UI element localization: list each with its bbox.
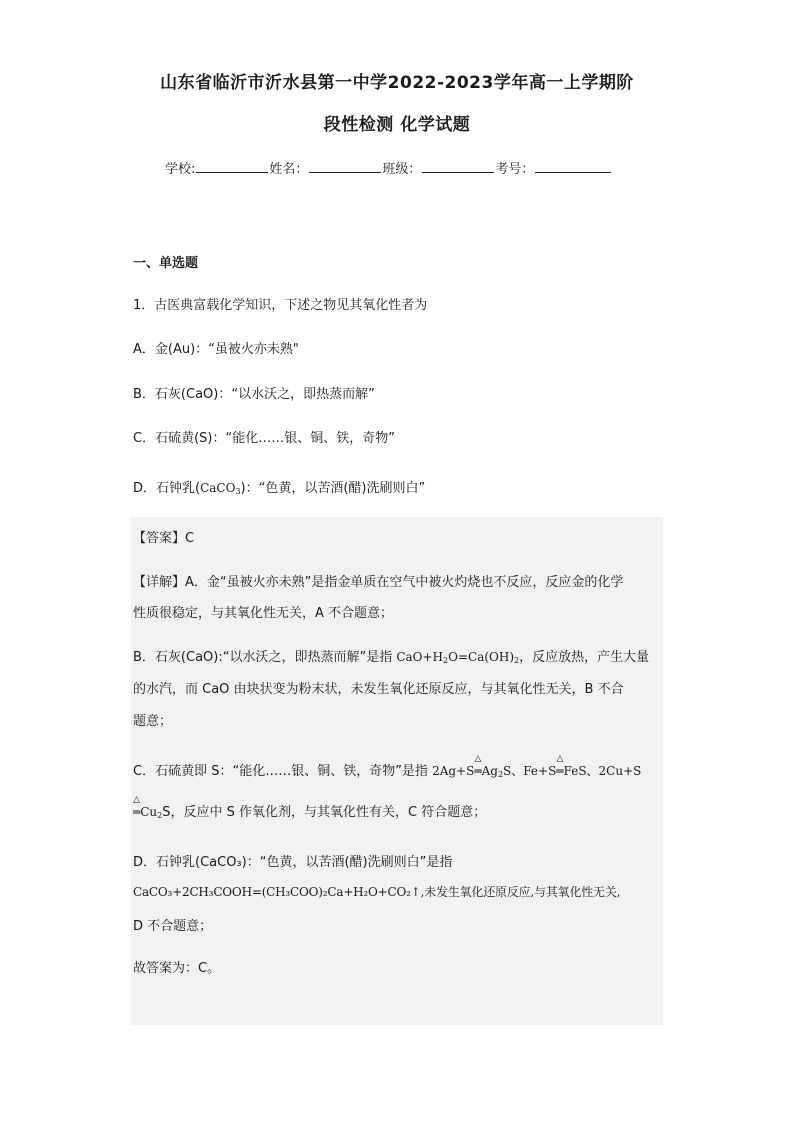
detail-a-line-2: 性质很稳定，与其氧化性无关，A 不合题意； (133, 606, 394, 621)
detail-b-line-3: 题意； (133, 714, 173, 729)
detail-c-line-2: △ $═Cu_2S$，反应中 S 作氧化剂，与其氧化性有关，C 符合题意； (133, 795, 487, 820)
conclusion: 故答案为：C。 (133, 961, 221, 976)
detail-a-line-1: 【详解】A．金“虽被火亦未熟”是指金单质在空气中被火灼烧也不反应，反应金的化学 (133, 575, 624, 590)
student-info-line (165, 158, 612, 177)
detail-c-line-1: C．石硫黄即 S：“能化……银、铜、铁，奇物”是指 2Ag+S △ $═Ag_2S$、Fe+S △ ═FeS、2Cu+S (133, 754, 642, 779)
heating-equals-sign: △ ═ (133, 795, 141, 819)
option-d: D．石钟乳(CaCO$_3$)：“色黄，以苦酒(醋)洗刷则白” (133, 481, 426, 496)
caco3-formula: CaCO$_3$ (200, 481, 241, 496)
question-stem: 1．古医典富载化学知识，下述之物见其氧化性者为 (133, 298, 428, 313)
section-heading: 一、单选题 (133, 256, 199, 271)
detail-b-line-2: 的水汽，而 CaO 由块状变为粉末状，未发生氧化还原反应，与其氧化性无关，B 不合 (133, 682, 624, 697)
option-b: B．石灰(CaO)：“以水沃之，即热蒸而解” (133, 387, 375, 402)
answer-label: 【答案】C (133, 531, 195, 546)
name-field[interactable] (309, 160, 381, 173)
school-field[interactable] (196, 160, 268, 173)
heating-equals-sign: △ ═ (556, 754, 564, 778)
school-label: 学校: (165, 162, 196, 177)
detail-d-line-2: CaCO₃+2CH₃COOH=(CH₃COO)₂Ca+H₂O+CO₂↑,未发生氧化还原反应,与其氧化性无关, (133, 885, 621, 899)
detail-d-line-1: D．石钟乳(CaCO₃)：“色黄，以苦酒(醋)洗刷则白”是指 (133, 855, 453, 870)
class-field[interactable] (422, 160, 494, 173)
page-title-line-2: 段性检测 化学试题 (323, 115, 471, 135)
detail-d-line-3: D 不合题意； (133, 919, 213, 934)
exam-no-label: 考号： (495, 162, 535, 177)
exam-no-field[interactable] (535, 160, 611, 173)
name-label: 姓名： (269, 162, 309, 177)
page-title-line-1: 山东省临沂市沂水县第一中学2022-2023学年高一上学期阶 (160, 73, 634, 93)
detail-b-line-1: B．石灰(CaO):“以水沃之，即热蒸而解”是指 $CaO+H_2O=Ca(OH)_2$，反应放热，产生大量 (133, 650, 650, 665)
option-c: C．石硫黄(S)：“能化……银、铜、铁，奇物” (133, 431, 395, 446)
class-label: 班级： (382, 162, 422, 177)
heating-equals-sign: △ ═ (474, 754, 482, 778)
option-a: A．金(Au)：“虽被火亦未熟" (133, 342, 299, 357)
